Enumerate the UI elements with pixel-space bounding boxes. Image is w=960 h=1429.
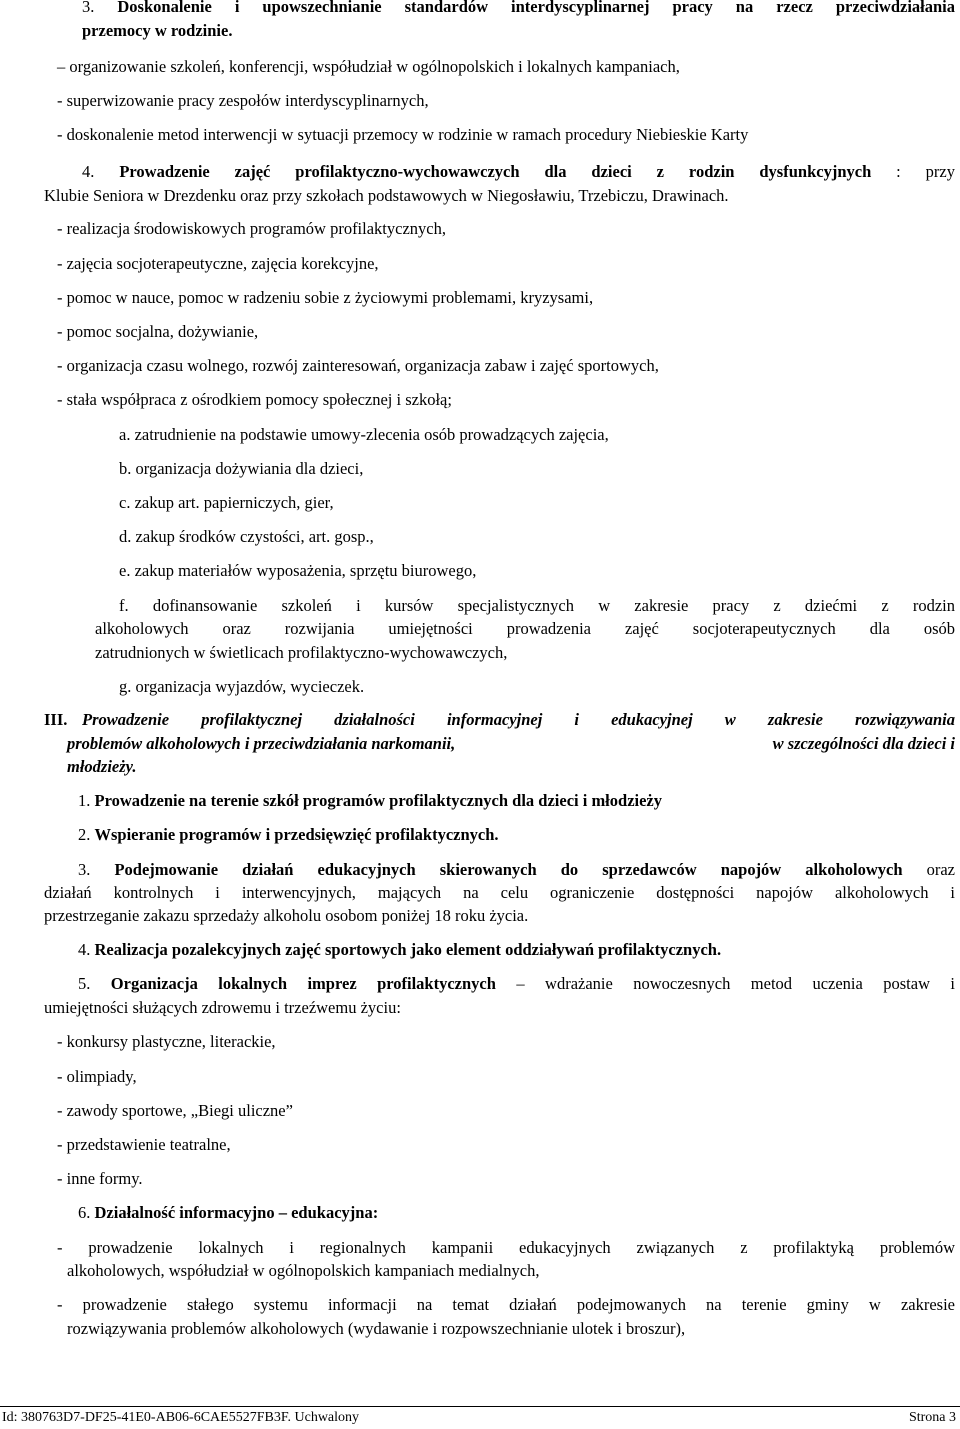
section-4-heading-tail: : przy: [871, 162, 956, 181]
section-III-number: III.: [44, 710, 68, 729]
point-2: [78, 823, 499, 846]
point-heading: Prowadzenie na terenie szkół programów profilaktycznych dla dzieci i młodzieży: [94, 791, 663, 810]
point-6-item-2-line1: - prowadzenie stałego systemu informacji na temat działań podejmowanych na terenie gminy w zakresie: [57, 1295, 955, 1314]
list-item: - realizacja środowiskowych programów profilaktycznych,: [57, 219, 446, 238]
list-item: - doskonalenie metod interwencji w sytuacji przemocy w rodzinie w ramach procedury Niebieskie Karty: [57, 125, 749, 144]
list-item: - superwizowanie pracy zespołów interdyscyplinarnych,: [57, 91, 429, 110]
list-item: - zajęcia socjoterapeutyczne, zajęcia korekcyjne,: [57, 254, 379, 273]
point-3-line1: [78, 858, 955, 881]
list-item: - przedstawienie teatralne,: [57, 1135, 231, 1154]
section-III-heading-line1: Prowadzenie profilaktycznej działalności informacyjnej i edukacyjnej w zakresie rozwiązywania: [82, 710, 955, 729]
list-item: - pomoc socjalna, dożywianie,: [57, 322, 259, 341]
section-III-heading-line2b: w szczególności dla dzieci i: [772, 734, 955, 753]
point-tail: – wdrażanie nowoczesnych metod uczenia postaw i: [495, 974, 955, 993]
list-item: - organizacja czasu wolnego, rozwój zainteresowań, organizacja zabaw i zajęć sportowych,: [57, 356, 659, 375]
point-3-line2: działań kontrolnych i interwencyjnych, mających na celu ograniczenie dostępności napojów alkoholowych i: [44, 883, 955, 902]
list-item: - inne formy.: [57, 1169, 143, 1188]
sub-list-item-f-line3: zatrudnionych w świetlicach profilaktyczno-wychowawczych,: [95, 643, 508, 662]
point-number: 2.: [78, 825, 91, 844]
section-3-number: 3.: [82, 0, 95, 16]
sub-list-item: g. organizacja wyjazdów, wycieczek.: [119, 677, 365, 696]
footer-document-id: Id: 380763D7-DF25-41E0-AB06-6CAE5527FB3F. Uchwalony: [2, 1410, 360, 1425]
point-5-line2: umiejętności służących zdrowemu i trzeźwemu życiu:: [44, 998, 401, 1017]
sub-list-item: d. zakup środków czystości, art. gosp.,: [119, 527, 374, 546]
section-4-line2: Klubie Seniora w Drezdenku oraz przy szkołach podstawowych w Niegosławiu, Trzebiczu, Drawinach.: [44, 186, 729, 205]
point-6: [78, 1201, 378, 1224]
point-number: 3.: [78, 860, 91, 879]
sub-list-item: b. organizacja dożywiania dla dzieci,: [119, 459, 364, 478]
point-number: 5.: [78, 974, 91, 993]
point-3-line3: przestrzeganie zakazu sprzedaży alkoholu osobom poniżej 18 roku życia.: [44, 906, 529, 925]
section-4-heading: Prowadzenie zajęć profilaktyczno-wychowawczych dla dzieci z rodzin dysfunkcyjnych: [119, 162, 872, 181]
point-4: [78, 938, 721, 961]
point-number: 6.: [78, 1203, 91, 1222]
point-heading: Wspieranie programów i przedsięwzięć profilaktycznych.: [94, 825, 499, 844]
footer-divider: [0, 1406, 960, 1407]
point-number: 4.: [78, 940, 91, 959]
list-item: - zawody sportowe, „Biegi uliczne”: [57, 1101, 293, 1120]
sub-list-item-f-line2: alkoholowych oraz rozwijania umiejętności prowadzenia zajęć socjoterapeutycznych dla osób: [95, 619, 955, 638]
footer-page-number: Strona 3: [908, 1410, 956, 1425]
section-3-heading-line1: [82, 0, 955, 18]
point-6-item-1-line2: alkoholowych, współudział w ogólnopolskich kampaniach medialnych,: [67, 1261, 540, 1280]
section-III-heading-line3: młodzieży.: [67, 757, 137, 776]
sub-list-item: e. zakup materiałów wyposażenia, sprzętu biurowego,: [119, 561, 477, 580]
sub-list-item: a. zatrudnienie na podstawie umowy-zlecenia osób prowadzących zajęcia,: [119, 425, 609, 444]
section-4-heading-line1: [82, 160, 955, 183]
point-5-line1: [78, 972, 955, 995]
list-item: - stała współpraca z ośrodkiem pomocy społecznej i szkołą;: [57, 390, 452, 409]
section-3-heading: Doskonalenie i upowszechnianie standardów interdyscyplinarnej pracy na rzecz przeciwdziałania: [117, 0, 955, 16]
section-III-heading-line2a: problemów alkoholowych i przeciwdziałania narkomanii,: [67, 734, 456, 753]
list-item: - pomoc w nauce, pomoc w radzeniu sobie z życiowymi problemami, kryzysami,: [57, 288, 594, 307]
point-heading: Organizacja lokalnych imprez profilaktycznych: [110, 974, 496, 993]
sub-list-item: c. zakup art. papierniczych, gier,: [119, 493, 334, 512]
point-tail: oraz: [902, 860, 955, 879]
point-6-item-1-line1: - prowadzenie lokalnych i regionalnych kampanii edukacyjnych związanych z profilaktyką problemów: [57, 1238, 955, 1257]
list-item: – organizowanie szkoleń, konferencji, współudział w ogólnopolskich i lokalnych kampaniach,: [57, 57, 680, 76]
sub-list-item-f-line1: f. dofinansowanie szkoleń i kursów specjalistycznych w zakresie pracy z dziećmi z rodzin: [119, 596, 955, 615]
list-item: - olimpiady,: [57, 1067, 137, 1086]
point-1: [78, 789, 662, 812]
point-6-item-2-line2: rozwiązywania problemów alkoholowych (wydawanie i rozpowszechnianie ulotek i broszur),: [67, 1319, 686, 1338]
point-heading: Działalność informacyjno – edukacyjna:: [94, 1203, 379, 1222]
point-number: 1.: [78, 791, 91, 810]
point-heading: Podejmowanie działań edukacyjnych skierowanych do sprzedawców napojów alkoholowych: [114, 860, 903, 879]
list-item: - konkursy plastyczne, literackie,: [57, 1032, 276, 1051]
point-heading: Realizacja pozalekcyjnych zajęć sportowych jako element oddziaływań profilaktycznych.: [94, 940, 722, 959]
section-4-number: 4.: [82, 162, 95, 181]
section-3-heading-line2: przemocy w rodzinie.: [82, 21, 233, 40]
